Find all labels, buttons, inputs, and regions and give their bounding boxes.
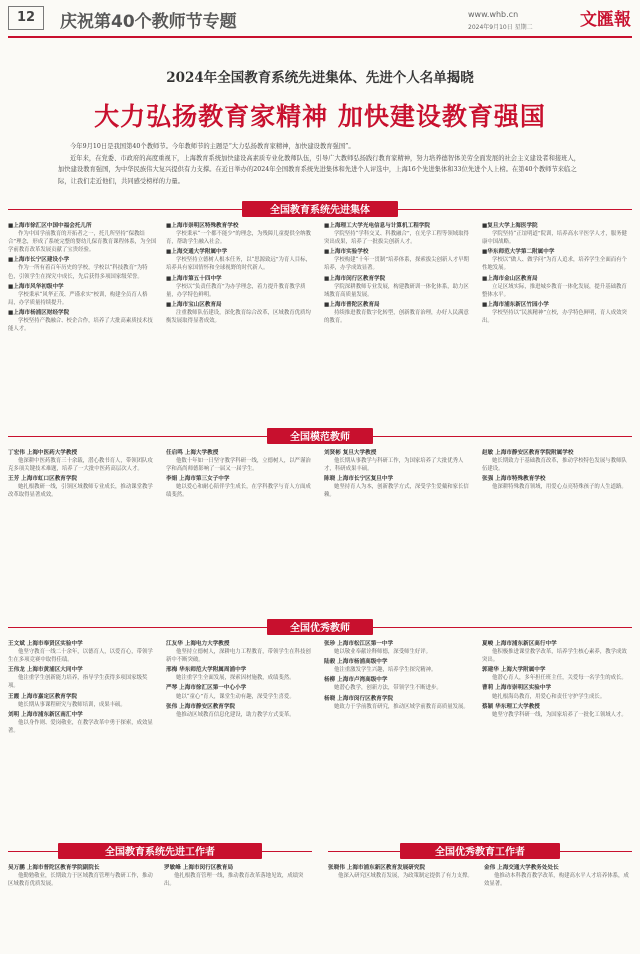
entry-name: ■上海理工大学光电信息与计算机工程学院	[324, 223, 430, 229]
person-entry	[482, 248, 632, 272]
entry-body: 他深入研究区域教育发展，为政策制定提供了有力支撑。	[338, 873, 473, 880]
entry-body: 他坚持立德树人，深耕电力工程教育，带领学生在科技创新中不断突破。	[166, 649, 311, 664]
entry-name: 王霞 上海市嘉定区教育学院	[8, 693, 78, 700]
entry-body: 她致力于学前教育研究，推动区域学前教育高质量发展。	[334, 703, 469, 710]
person-entry	[324, 658, 474, 674]
entry-body: 他推动本科教育教学改革，构建高水平人才培养体系，成效显著。	[484, 873, 629, 888]
page-header	[0, 0, 640, 36]
person-entry	[166, 222, 316, 246]
header-rule	[8, 36, 632, 38]
person-entry	[482, 301, 632, 325]
person-entry	[324, 695, 474, 711]
section-banner-excellent	[8, 619, 632, 635]
entry-body: 学校构建“十年一贯制”培养体系，探索拔尖创新人才早期培养，办学成效显著。	[324, 257, 469, 272]
entry-name: 李娟 上海市第三女子中学	[166, 476, 230, 483]
person-entry	[166, 301, 316, 325]
person-entry	[166, 475, 316, 499]
entry-name: 夏峻 上海市浦东新区高行中学	[482, 641, 557, 647]
entry-name: ■上海市徐汇区中国中福会托儿所	[8, 223, 92, 229]
entry-name: ■上海市金山区教育局	[482, 275, 538, 282]
entry-body: 他勤勉敬业，长期致力于区域教育管理与教研工作，推动区域教育优质发展。	[8, 873, 153, 888]
entry-name: ■上海交通大学附属中学	[166, 249, 228, 256]
person-entry	[8, 256, 158, 280]
entry-body: 学校坚持以“民族精神”立校，办学特色鲜明，育人成效突出。	[482, 309, 627, 325]
person-entry	[164, 864, 312, 888]
entry-body: 她潜心教学，创新方法，带领学生不断进步。	[334, 685, 442, 692]
entry-name: ■上海市闵行区教育学院	[324, 275, 386, 282]
model-columns	[8, 449, 632, 609]
entry-body: 持续推进教育数字化转型，创新教育治理，办好人民满意的教育。	[324, 309, 469, 325]
entry-name: 吴万鹏 上海市普陀区教育学院副院长	[8, 865, 100, 871]
entry-name: 任启鸣 上海大学教授	[166, 450, 219, 456]
text-column	[328, 864, 476, 946]
entry-name: 刘明 上海市浦东新区南汇中学	[8, 711, 83, 718]
person-entry	[324, 640, 474, 656]
entry-name: ■上海市崇明区特殊教育学校	[166, 223, 239, 229]
entry-name: ■上海市第五十四中学	[166, 275, 222, 282]
entry-name: 王芳 上海市虹口区教育学院	[8, 476, 78, 483]
newspaper-logo: 文匯報	[580, 10, 631, 30]
person-entry	[324, 676, 474, 692]
entry-body: 学校坚持立德树人根本任务，以“思源致远”为育人目标，培养具有家国情怀和全球视野的时代新人。	[166, 257, 311, 272]
entry-name: 张强 上海市特殊教育学校	[482, 476, 546, 483]
person-entry	[166, 684, 316, 700]
entry-body: 他积极推进课堂教学改革，培养学生核心素养，教学成效突出。	[482, 649, 627, 664]
person-entry	[482, 684, 632, 700]
person-entry	[482, 222, 632, 246]
person-entry	[482, 666, 632, 682]
person-entry	[8, 475, 158, 499]
entry-body: 他推动区域教育信息化建设，助力教学方式变革。	[176, 711, 295, 718]
entry-name: ■上海市杨浦区财经学院	[8, 309, 70, 316]
entry-name: 杨晓 上海市闵行区教育学院	[324, 695, 394, 702]
text-column	[8, 864, 156, 946]
text-column	[166, 449, 316, 609]
section-banner-workers	[8, 843, 312, 859]
entry-name: 蔡颖 华东理工大学教授	[482, 703, 540, 710]
text-column	[166, 222, 316, 420]
entry-body: 立足区域实际，推进城乡教育一体化发展，提升基础教育整体水平。	[482, 283, 627, 298]
lead-line-1: 今年9月10日是我国第40个教师节。今年教师节的主题是“大力弘扬教育家精神，加快建设教育强国”。	[70, 143, 355, 150]
person-entry	[8, 309, 158, 333]
entry-body: 学校以“做人、做学问”为育人追求，培养学生全面而有个性地发展。	[482, 257, 627, 272]
entry-name: ■上海市宝山区教育局	[166, 301, 222, 308]
excellent-workers-columns	[328, 864, 632, 946]
entry-name: ■上海市实验学校	[324, 249, 369, 256]
entry-name: 张伟 上海市静安区教育学院	[166, 703, 236, 710]
entry-name: 曹莉 上海市崇明区实验中学	[482, 685, 552, 692]
banner-label: 全国教育系统先进工作者	[58, 843, 262, 859]
person-entry	[8, 864, 156, 888]
workers-columns	[8, 864, 312, 946]
entry-name: 陈晓 上海市长宁区复旦中学	[324, 476, 394, 483]
text-column	[164, 864, 312, 946]
person-entry	[324, 301, 474, 325]
entry-body: 她长期从事课程研究与教师培训，成果丰硕。	[18, 701, 126, 708]
entry-body: 学校以“负责任教育”为办学理念，着力提升教育教学质量，办学特色鲜明。	[166, 283, 306, 298]
entry-body: 她扎根教研一线，引领区域教师专业成长，推动课堂教学改革取得显著成效。	[8, 484, 153, 499]
entry-body: 她以“童心”育人，课堂生动有趣，深受学生喜爱。	[176, 693, 295, 700]
person-entry	[482, 640, 632, 664]
entry-name: 江友华 上海电力大学教授	[166, 641, 230, 647]
entry-body: 注重教师队伍建设，深化教育综合改革，区域教育优质均衡发展取得显著成效。	[166, 309, 311, 325]
entry-name: 郭建华 上海大学附属中学	[482, 667, 546, 674]
section-banner-collectives	[8, 201, 632, 217]
person-entry	[328, 864, 476, 880]
text-column	[8, 449, 158, 609]
person-entry	[482, 703, 632, 719]
person-entry	[324, 475, 474, 499]
banner-label: 全国优秀教育工作者	[400, 843, 560, 859]
entry-body: 他注重学生创新能力培养，指导学生获得多项国家级奖项。	[8, 675, 148, 690]
entry-body: 学院深耕教师专业发展，构建教研训一体化体系，助力区域教育高质量发展。	[324, 283, 469, 298]
entry-body: 学院坚持“正谊明道”院训，培养高水平医学人才，服务健康中国战略。	[482, 231, 627, 246]
text-column	[482, 222, 632, 420]
text-column	[482, 640, 632, 838]
text-column	[324, 640, 474, 838]
entry-name: 王文斌 上海市奉贤区实验中学	[8, 641, 83, 647]
text-column	[166, 640, 316, 838]
person-entry	[8, 666, 158, 690]
entry-name: 邢梅 华东师范大学附属周浦中学	[166, 667, 247, 674]
issue-date: 2024年9月10日 星期二	[468, 24, 533, 31]
entry-name: 张珍 上海市松江区第一中学	[324, 641, 394, 647]
entry-body: 他深耕中医药教育三十余载，潜心教书育人，带领团队攻克多项关键技术难题，培养了一大批中医药高层次人才。	[8, 458, 153, 473]
entry-name: 王伟龙 上海市黄浦区大同中学	[8, 667, 83, 674]
person-entry	[8, 283, 158, 307]
kicker-headline: 2024年全国教育系统先进集体、先进个人名单揭晓	[166, 70, 474, 86]
banner-label: 全国教育系统先进集体	[242, 201, 398, 217]
person-entry	[166, 640, 316, 664]
lead-paragraph	[58, 141, 582, 187]
entry-name: ■上海市普陀区教育局	[324, 301, 380, 308]
entry-name: 金伟 上海交通大学教务处处长	[484, 865, 559, 871]
excellent-columns	[8, 640, 632, 838]
entry-name: ■复旦大学上海医学院	[482, 223, 538, 229]
entry-name: 陆毅 上海市杨浦高级中学	[324, 659, 388, 666]
section-banner-excellent-workers	[328, 843, 632, 859]
entry-body: 他以身作则、爱岗敬业，在教学改革中勇于探索，成效显著。	[8, 719, 153, 734]
person-entry	[482, 475, 632, 491]
entry-body: 她坚守教学科研一线，为国家培养了一批化工领域人才。	[492, 711, 627, 718]
text-column	[324, 449, 474, 609]
person-entry	[324, 275, 474, 299]
entry-body: 他深耕特殊教育领域，用爱心点亮特殊孩子的人生道路。	[492, 484, 627, 491]
entry-body: 他坚守教育一线二十余年，以德育人，以爱育心，带领学生在多项竞赛中取得佳绩。	[8, 649, 153, 664]
entry-name: 丁宏伟 上海中医药大学教授	[8, 450, 78, 456]
page-number: 12	[8, 6, 44, 30]
entry-body: 他长期从事教学与科研工作，为国家培养了大批优秀人才，科研成果丰硕。	[324, 458, 464, 473]
entry-body: 学校秉承“一个都不能少”的理念，为残障儿童提供全纳教育，帮助学生融入社会。	[166, 231, 311, 246]
person-entry	[8, 711, 158, 735]
person-entry	[166, 248, 316, 272]
entry-body: 她以敬业奉献诠释师德，深受师生好评。	[334, 649, 432, 656]
entry-name: ■上海市浦东新区竹园小学	[482, 301, 549, 308]
entry-body: 他注重激发学生兴趣，培养学生探究精神。	[334, 667, 437, 674]
text-column	[8, 640, 158, 838]
entry-body: 她长期致力于基础教育改革，推动学校特色发展与教师队伍建设。	[482, 458, 627, 473]
person-entry	[324, 449, 474, 473]
entry-body: 他潜心育人，多年担任班主任，关爱每一名学生的成长。	[492, 675, 627, 682]
entry-body: 她坚持育人为本，创新教学方式，深受学生爱戴和家长信赖。	[324, 484, 469, 499]
text-column	[324, 222, 474, 420]
main-headline: 大力弘扬教育家精神 加快建设教育强国	[94, 102, 546, 131]
entry-body: 学校坚持产教融合、校企合作，培养了大批高素质技术技能人才。	[8, 318, 153, 333]
entry-body: 学校秉承“风华正茂、严谨求实”校训，构建全员育人格局，办学质量持续提升。	[8, 291, 148, 306]
person-entry	[8, 449, 158, 473]
text-column	[8, 222, 158, 420]
entry-name: ■华东师范大学第二附属中学	[482, 249, 555, 256]
entry-name: 张晓伟 上海市浦东新区教育发展研究院	[328, 865, 426, 871]
section-banner-model	[8, 428, 632, 444]
person-entry	[166, 449, 316, 473]
person-entry	[324, 248, 474, 272]
entry-body: 他扎根教育管理一线，推动教育改革落地见效，成绩突出。	[164, 873, 304, 888]
person-entry	[166, 703, 316, 719]
entry-name: 杨柳 上海市卢湾高级中学	[324, 677, 388, 684]
site-url: www.whb.cn	[468, 10, 519, 19]
entry-body: 她扎根海岛教育，用爱心和责任守护学生成长。	[492, 693, 606, 700]
person-entry	[482, 275, 632, 299]
entry-body: 他数十年如一日坚守教学科研一线，立德树人，以严谨治学和高尚师德影响了一届又一届学生。	[166, 458, 311, 473]
person-entry	[166, 275, 316, 299]
person-entry	[166, 666, 316, 682]
lead-line-2: 近年来，在党委、市政府的高度重视下，上海教育系统加快建设高素质专业化教师队伍，引导广大教师弘扬践行教育家精神，努力培养德智体美劳全面发展的社会主义建设者和接班人，加快建设教育强国，为中华民族伟大复兴提供有力支撑。在近日举办的2024年全国教育系统先进集体和先进个人评选中，上海16个先进集体和33位先进个人上榜。在第40个教师节来临之际，让我们走近他们，共同感受榜样的力量。	[58, 154, 581, 185]
person-entry	[484, 864, 632, 888]
person-entry	[8, 640, 158, 664]
person-entry	[8, 693, 158, 709]
section-title: 庆祝第40个教师节专题	[60, 12, 237, 32]
entry-name: 刘贤彬 复旦大学教授	[324, 450, 377, 456]
text-column	[482, 449, 632, 609]
banner-label: 全国优秀教师	[267, 619, 373, 635]
entry-body: 作为中国学前教育的开拓者之一，托儿所坚持“保教结合”理念，形成了系统完整的婴幼儿保育教育课程体系，为全国学前教育改革发展贡献了宝贵经验。	[8, 231, 157, 254]
text-column	[484, 864, 632, 946]
entry-name: 赵敏 上海市静安区教育学院附属学校	[482, 450, 574, 456]
entry-name: ■上海市长宁区建设小学	[8, 257, 70, 264]
person-entry	[324, 222, 474, 246]
entry-body: 作为一所有着百年历史的学校，学校以“科技教育”为特色，引领学生在探究中成长，先后获得多项国家级荣誉。	[8, 265, 148, 280]
entry-body: 学院坚持“学科交叉、科教融合”，在光学工程等领域取得突出成果，培养了一批拔尖创新人才。	[324, 231, 469, 246]
collectives-columns	[8, 222, 632, 420]
entry-name: 罗敏峰 上海市闵行区教育局	[164, 865, 234, 871]
entry-name: 严琴 上海市徐汇区第一中心小学	[166, 685, 247, 692]
person-entry	[8, 222, 158, 254]
banner-label: 全国模范教师	[267, 428, 373, 444]
person-entry	[482, 449, 632, 473]
entry-name: ■上海市风华初级中学	[8, 283, 64, 290]
entry-body: 她注重学生全面发展，探索因材施教，成绩斐然。	[176, 675, 295, 682]
entry-body: 她以爱心和耐心陪伴学生成长，在学科教学与育人方面成绩斐然。	[166, 484, 311, 499]
